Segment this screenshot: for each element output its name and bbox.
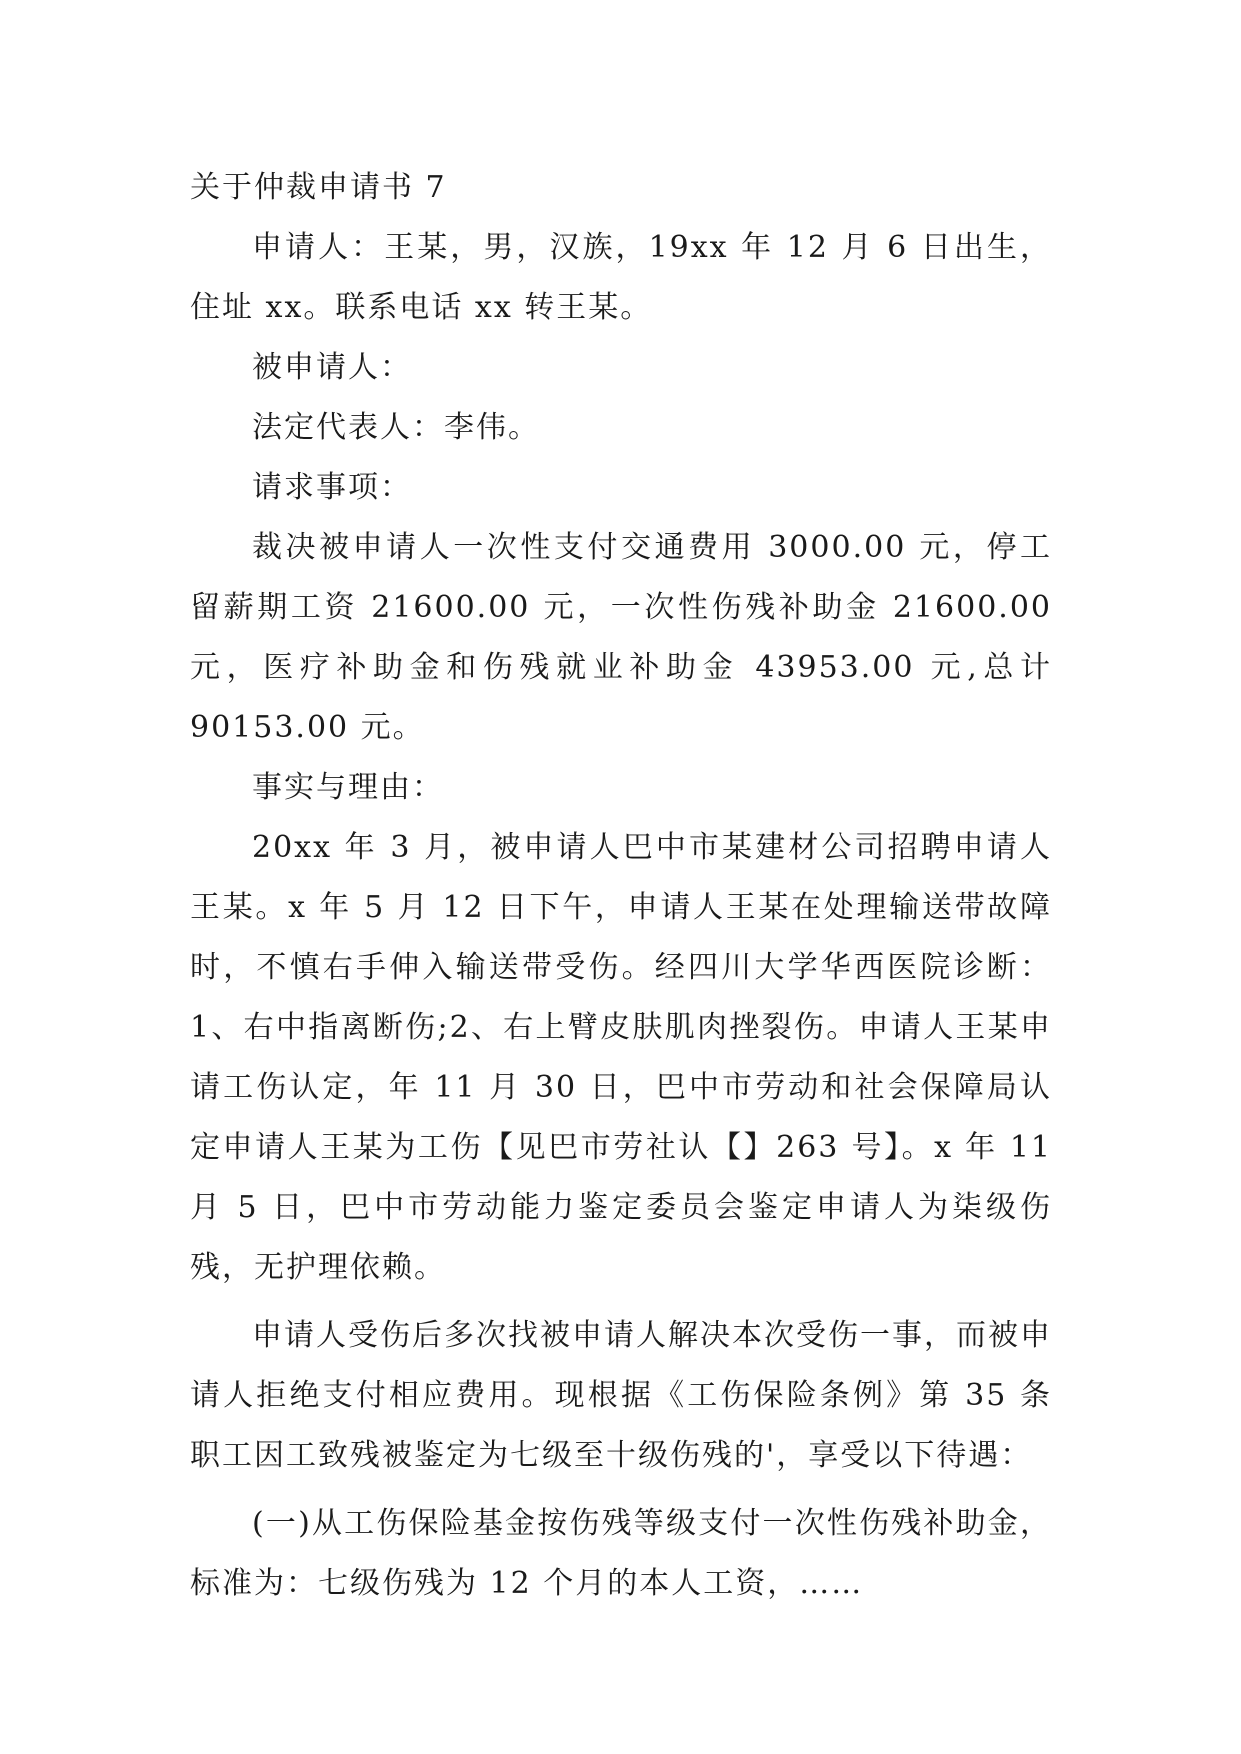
paragraph-claims: 裁决被申请人一次性支付交通费用 3000.00 元，停工留薪期工资 21600.00 元，一次性伤残补助金 21600.00 元，医疗补助金和伤残就业补助金 43953.00 元,总计 90153.00 元。 [190, 530, 1052, 745]
document-title: 关于仲裁申请书 7 [190, 170, 447, 205]
paragraph-applicant: 申请人：王某，男，汉族，19xx 年 12 月 6 日出生，住址 xx。联系电话 xx 转王某。 [190, 230, 1052, 325]
paragraph-reasons: 申请人受伤后多次找被申请人解决本次受伤一事，而被申请人拒绝支付相应费用。现根据《工伤保险条例》第 35 条职工因工致残被鉴定为七级至十级伤残的'，享受以下待遇： [190, 1318, 1052, 1473]
paragraph-facts-heading: 事实与理由： [252, 770, 444, 805]
paragraph-facts: 20xx 年 3 月，被申请人巴中市某建材公司招聘申请人王某。x 年 5 月 12 日下午，申请人王某在处理输送带故障时，不慎右手伸入输送带受伤。经四川大学华西医院诊断：1、右中指离断伤;2、右上臂皮肤肌肉挫裂伤。申请人王某申请工伤认定，年 11 月 30 日，巴中市劳动和社会保障局认定申请人王某为工伤【见巴市劳社认【】263 号】。x 年 11 月 5 日，巴中市劳动能力鉴定委员会鉴定申请人为柒级伤残，无护理依赖。 [190, 830, 1052, 1285]
paragraph-claims-heading: 请求事项： [252, 470, 412, 505]
paragraph-respondent: 被申请人： [252, 350, 412, 385]
document-body [190, 158, 1052, 1614]
paragraph-benefit-item-1: (一)从工伤保险基金按伤残等级支付一次性伤残补助金，标准为：七级伤残为 12 个月的本人工资，…… [190, 1506, 1052, 1601]
paragraph-legal-representative: 法定代表人：李伟。 [252, 410, 540, 445]
